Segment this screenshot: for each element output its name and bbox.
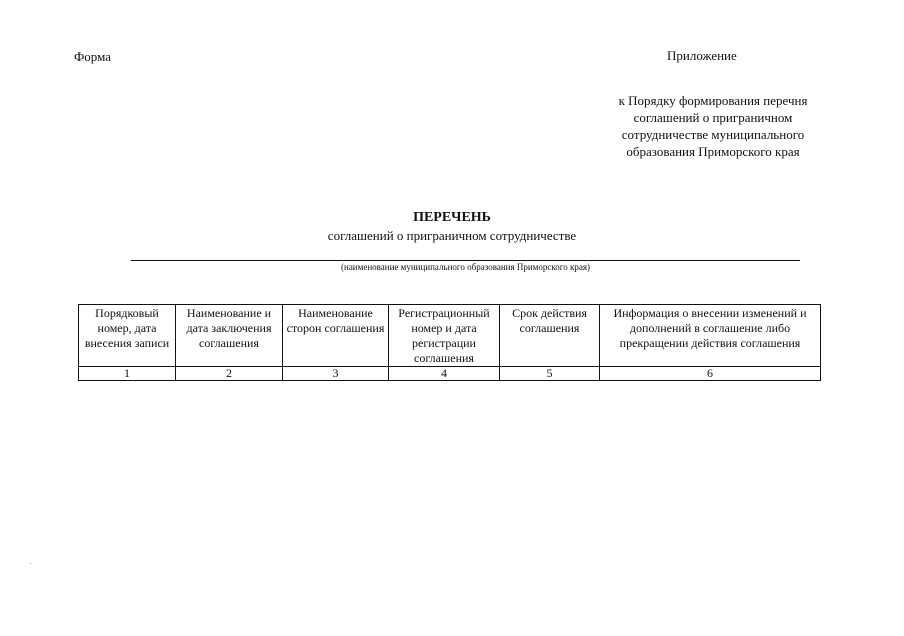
table-header-row — [79, 305, 821, 367]
column-number: 4 — [389, 367, 500, 381]
column-number: 2 — [176, 367, 283, 381]
table-row-column-numbers — [79, 367, 821, 381]
appendix-title: Приложение — [667, 48, 737, 63]
column-number: 3 — [283, 367, 389, 381]
appendix-line: к Порядку формирования перечня — [618, 93, 808, 108]
form-label: Форма — [74, 49, 111, 64]
appendix-line: соглашений о приграничном — [633, 110, 793, 125]
municipality-name-line — [131, 260, 800, 261]
appendix-reference — [588, 92, 838, 160]
column-number: 5 — [500, 367, 600, 381]
column-header-entry-number: Порядковый номер, дата внесения записи — [79, 305, 176, 367]
agreements-table — [78, 304, 821, 381]
column-number: 1 — [79, 367, 176, 381]
column-header-registration: Регистрационный номер и дата регистрации соглашения — [389, 305, 500, 367]
column-header-agreement-name: Наименование и дата заключения соглашения — [176, 305, 283, 367]
column-header-changes-info: Информация о внесении изменений и дополнений в соглашение либо прекращении действия соглашения — [600, 305, 821, 367]
appendix-line: сотрудничестве муниципального — [621, 127, 805, 142]
scan-speck — [30, 563, 31, 564]
column-header-validity: Срок действия соглашения — [500, 305, 600, 367]
document-title: ПЕРЕЧЕНЬ — [413, 210, 491, 225]
municipality-name-caption: (наименование муниципального образования Приморского края) — [341, 262, 590, 272]
column-number: 6 — [600, 367, 821, 381]
appendix-line: образования Приморского края — [626, 144, 800, 159]
column-header-parties: Наименование сторон соглашения — [283, 305, 389, 367]
document-subtitle: соглашений о приграничном сотрудничестве — [327, 228, 577, 243]
